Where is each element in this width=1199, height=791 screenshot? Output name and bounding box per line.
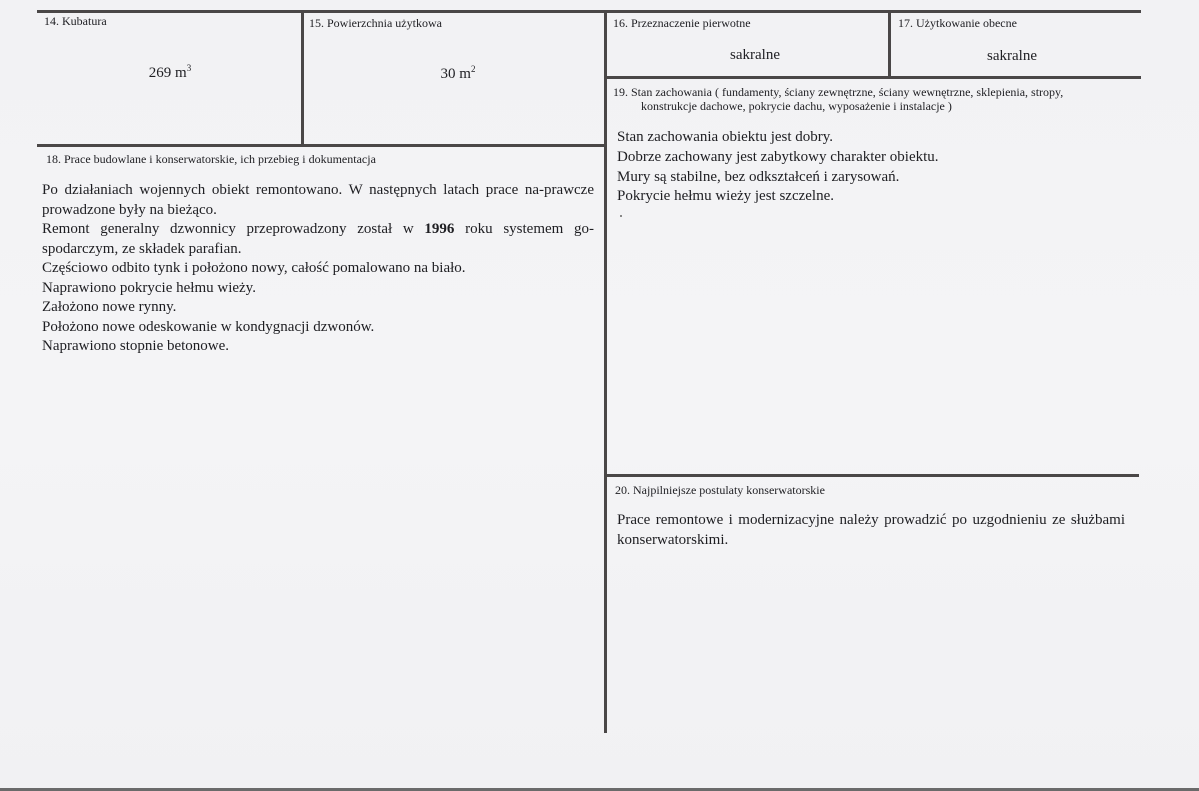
top-rule	[37, 10, 1141, 13]
prace-text	[42, 181, 594, 357]
postulaty-text	[617, 511, 1125, 550]
kubatura-label: 14. Kubatura	[44, 14, 107, 28]
postulaty-label: 20. Najpilniejsze postulaty konserwatorskie	[615, 483, 825, 497]
prace-line: Założono nowe rynny.	[42, 299, 177, 315]
prace-line: Położono nowe odeskowanie w kondygnacji dzwonów.	[42, 318, 375, 335]
przeznaczenie-label: 16. Przeznaczenie pierwotne	[613, 16, 751, 30]
mid-rule-right	[607, 76, 1141, 79]
kubatura-value	[120, 59, 220, 82]
postulaty-rule	[607, 474, 1139, 477]
stan-line: Dobrze zachowany jest zabytkowy charakter obiektu.	[617, 148, 939, 165]
prace-p2-end: roku systemem go-spodarczym, ze składek parafian.	[42, 221, 594, 257]
stan-line: Stan zachowania obiektu jest dobry.	[617, 129, 834, 145]
prace-paragraph-1: Po działaniach wojennych obiekt remontowano. W następnych latach prace na-prawcze prowadzone były na bieżąco.	[42, 182, 594, 218]
divider-16-17	[888, 10, 891, 78]
stan-line: Pokrycie hełmu wieży jest szczelne.	[617, 188, 835, 205]
stan-line: Mury są stabilne, bez odkształceń i zarysowań.	[617, 168, 900, 185]
kubatura-number: 269 m	[148, 65, 187, 81]
uzytkowanie-label: 17. Użytkowanie obecne	[898, 16, 1017, 30]
powierzchnia-label: 15. Powierzchnia użytkowa	[309, 16, 442, 30]
prace-year: 1996	[424, 221, 455, 237]
mid-rule-left	[37, 144, 607, 147]
postulaty-paragraph: Prace remontowe i modernizacyjne należy prowadzić po uzgodnieniu ze służbami konserwatorskimi.	[617, 512, 1125, 548]
prace-p2-start: Remont generalny dzwonnicy przeprowadzony został w	[42, 221, 425, 237]
stray-dot	[620, 215, 622, 217]
stan-text	[617, 128, 1137, 207]
prace-label: 18. Prace budowlane i konserwatorskie, ich przebieg i dokumentacja	[46, 152, 376, 166]
prace-line: Naprawiono pokrycie hełmu wieży.	[42, 279, 256, 296]
stan-label-line2: konstrukcje dachowe, pokrycie dachu, wyposażenie i instalacje )	[641, 99, 952, 113]
divider-14-15	[301, 10, 304, 145]
uzytkowanie-value: sakralne	[987, 48, 1037, 64]
powierzchnia-number: 30 m	[440, 66, 471, 82]
prace-line: Częściowo odbito tynk i położono nowy, całość pomalowano na biało.	[42, 260, 466, 276]
prace-line: Naprawiono stopnie betonowe.	[42, 338, 230, 354]
prace-paragraph-2	[42, 220, 594, 259]
przeznaczenie-value: sakralne	[730, 47, 780, 63]
stan-label-line1: 19. Stan zachowania ( fundamenty, ściany zewnętrzne, ściany wewnętrzne, sklepienia, stropy,	[613, 85, 1064, 99]
kubatura-exponent: 3	[186, 63, 192, 73]
powierzchnia-value	[408, 60, 508, 83]
powierzchnia-exponent: 2	[470, 64, 476, 74]
divider-main	[604, 10, 607, 733]
